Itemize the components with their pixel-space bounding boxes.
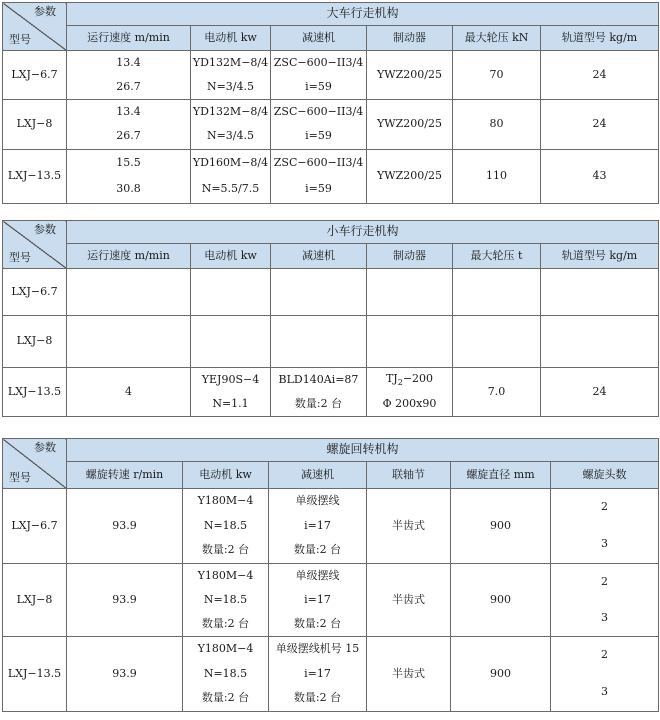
speed-cell: 93.9 bbox=[67, 637, 183, 712]
heads-value: 3 bbox=[601, 610, 609, 624]
rail-cell: 24 bbox=[541, 100, 659, 150]
model-cell: LXJ−13.5 bbox=[3, 150, 67, 204]
table-row bbox=[3, 51, 659, 100]
crane-travel-table bbox=[2, 2, 659, 204]
empty-cell bbox=[541, 269, 659, 316]
motor-cell bbox=[191, 100, 271, 150]
corner-param-label: 参数 bbox=[34, 223, 56, 236]
reducer-quantity: 数量:2 台 bbox=[293, 691, 342, 705]
motor-cell bbox=[191, 51, 271, 100]
reducer-model: ZSC−600−II3/4 bbox=[273, 104, 364, 118]
reducer-ratio: i=17 bbox=[304, 518, 331, 532]
wheel-load-cell: 70 bbox=[453, 51, 541, 100]
motor-quantity: 数量:2 台 bbox=[201, 616, 250, 630]
reducer-cell bbox=[269, 489, 367, 564]
reducer-ratio: i=17 bbox=[304, 592, 331, 606]
speed-cell: 93.9 bbox=[67, 564, 183, 637]
speed-value: 15.5 bbox=[116, 155, 141, 169]
heads-value: 2 bbox=[601, 500, 609, 514]
model-cell: LXJ−8 bbox=[3, 564, 67, 637]
heads-value: 2 bbox=[601, 574, 609, 588]
table-title: 大车行走机构 bbox=[67, 3, 659, 26]
wheel-load-cell: 80 bbox=[453, 100, 541, 150]
model-cell: LXJ−13.5 bbox=[3, 637, 67, 712]
reducer-ratio: i=17 bbox=[304, 666, 331, 680]
table-row bbox=[3, 637, 659, 712]
rail-cell: 24 bbox=[541, 51, 659, 100]
corner-model-label: 型号 bbox=[9, 471, 31, 485]
trolley-travel-table bbox=[2, 220, 659, 417]
empty-cell bbox=[271, 269, 367, 316]
speed-cell: 93.9 bbox=[67, 489, 183, 564]
header-corner bbox=[3, 3, 67, 51]
column-header: 电动机 kw bbox=[191, 244, 271, 269]
table-row bbox=[3, 316, 659, 368]
speed-cell bbox=[67, 150, 191, 204]
column-header: 联轴节 bbox=[367, 462, 451, 489]
motor-power: N=5.5/7.5 bbox=[201, 182, 260, 196]
motor-model: YEJ90S−4 bbox=[201, 372, 260, 386]
reducer-quantity: 数量:2 台 bbox=[293, 543, 342, 557]
motor-quantity: 数量:2 台 bbox=[201, 543, 250, 557]
reducer-cell bbox=[271, 51, 367, 100]
speed-cell: 4 bbox=[67, 368, 191, 417]
column-header: 螺旋转速 r/min bbox=[67, 462, 183, 489]
motor-cell bbox=[183, 564, 269, 637]
motor-power: N=3/4.5 bbox=[206, 129, 255, 143]
rail-cell: 43 bbox=[541, 150, 659, 204]
corner-param-label: 参数 bbox=[34, 441, 56, 454]
model-cell: LXJ−8 bbox=[3, 100, 67, 150]
brake-model-suffix: −200 bbox=[402, 372, 434, 386]
column-header: 最大轮压 t bbox=[453, 244, 541, 269]
speed-cell bbox=[67, 100, 191, 150]
header-corner bbox=[3, 221, 67, 269]
empty-cell bbox=[367, 269, 453, 316]
rail-cell: 24 bbox=[541, 368, 659, 417]
diameter-cell: 900 bbox=[451, 489, 551, 564]
heads-cell bbox=[551, 637, 659, 712]
reducer-cell bbox=[271, 100, 367, 150]
heads-cell bbox=[551, 564, 659, 637]
model-cell: LXJ−13.5 bbox=[3, 368, 67, 417]
reducer-cell bbox=[271, 368, 367, 417]
motor-cell bbox=[183, 637, 269, 712]
table-row bbox=[3, 368, 659, 417]
table-row bbox=[3, 100, 659, 150]
model-cell: LXJ−6.7 bbox=[3, 269, 67, 316]
column-header: 螺旋直径 mm bbox=[451, 462, 551, 489]
motor-cell bbox=[183, 489, 269, 564]
header-corner bbox=[3, 439, 67, 489]
column-header: 运行速度 m/min bbox=[67, 26, 191, 51]
coupling-cell: 半齿式 bbox=[367, 637, 451, 712]
model-cell: LXJ−8 bbox=[3, 316, 67, 368]
motor-model: YD160M−8/4 bbox=[192, 155, 269, 169]
table-row bbox=[3, 489, 659, 564]
reducer-model: 单级摆线 bbox=[295, 494, 340, 507]
wheel-load-cell: 110 bbox=[453, 150, 541, 204]
heads-value: 2 bbox=[601, 648, 609, 662]
coupling-cell: 半齿式 bbox=[367, 564, 451, 637]
reducer-ratio: i=59 bbox=[305, 79, 332, 93]
reducer-model: ZSC−600−II3/4 bbox=[273, 55, 364, 69]
diameter-cell: 900 bbox=[451, 637, 551, 712]
column-header: 电动机 kw bbox=[191, 26, 271, 51]
brake-cell: YWZ200/25 bbox=[367, 150, 453, 204]
motor-power: N=3/4.5 bbox=[206, 79, 255, 93]
reducer-model: ZSC−600−II3/4 bbox=[273, 155, 364, 169]
motor-power: N=1.1 bbox=[212, 396, 249, 410]
column-header: 减速机 bbox=[271, 244, 367, 269]
brake-cell: YWZ200/25 bbox=[367, 51, 453, 100]
wheel-load-cell: 7.0 bbox=[453, 368, 541, 417]
heads-cell bbox=[551, 489, 659, 564]
column-header: 螺旋头数 bbox=[551, 462, 659, 489]
column-header: 运行速度 m/min bbox=[67, 244, 191, 269]
speed-value: 26.7 bbox=[116, 129, 141, 143]
corner-param-label: 参数 bbox=[34, 5, 56, 18]
column-header: 最大轮压 kN bbox=[453, 26, 541, 51]
motor-model: YD132M−8/4 bbox=[192, 55, 269, 69]
model-cell: LXJ−6.7 bbox=[3, 51, 67, 100]
motor-model: Y180M−4 bbox=[197, 642, 254, 655]
brake-model-subscript: 2 bbox=[397, 378, 403, 388]
reducer-model: 单级摆线机号 15 bbox=[275, 642, 360, 655]
motor-model: Y180M−4 bbox=[197, 568, 254, 582]
column-header: 制动器 bbox=[367, 244, 453, 269]
reducer-cell bbox=[269, 564, 367, 637]
empty-cell bbox=[453, 269, 541, 316]
coupling-cell: 半齿式 bbox=[367, 489, 451, 564]
table-title: 小车行走机构 bbox=[67, 221, 659, 244]
table-row bbox=[3, 150, 659, 204]
brake-size: Φ 200x90 bbox=[382, 397, 437, 411]
motor-power: N=18.5 bbox=[203, 666, 248, 680]
empty-cell bbox=[191, 316, 271, 368]
brake-model-prefix: TJ bbox=[385, 372, 398, 386]
column-header: 减速机 bbox=[271, 26, 367, 51]
diameter-cell: 900 bbox=[451, 564, 551, 637]
empty-cell bbox=[367, 316, 453, 368]
speed-value: 13.4 bbox=[116, 55, 141, 69]
table-row bbox=[3, 564, 659, 637]
brake-model bbox=[367, 373, 452, 387]
motor-power: N=18.5 bbox=[203, 592, 248, 606]
empty-cell bbox=[271, 316, 367, 368]
motor-model: YD132M−8/4 bbox=[192, 104, 269, 118]
reducer-ratio: i=59 bbox=[305, 182, 332, 196]
motor-power: N=18.5 bbox=[203, 518, 248, 532]
reducer-model: 单级摆线 bbox=[295, 568, 340, 582]
column-header: 减速机 bbox=[269, 462, 367, 489]
reducer-quantity: 数量:2 台 bbox=[294, 396, 343, 410]
heads-value: 3 bbox=[601, 685, 609, 699]
speed-value: 30.8 bbox=[116, 182, 141, 196]
speed-value: 13.4 bbox=[116, 104, 141, 118]
brake-cell bbox=[367, 368, 453, 417]
column-header: 轨道型号 kg/m bbox=[541, 244, 659, 269]
brake-cell: YWZ200/25 bbox=[367, 100, 453, 150]
corner-model-label: 型号 bbox=[9, 251, 31, 265]
motor-quantity: 数量:2 台 bbox=[201, 691, 250, 705]
reducer-cell bbox=[269, 637, 367, 712]
empty-cell bbox=[67, 316, 191, 368]
speed-value: 26.7 bbox=[116, 79, 141, 93]
speed-cell bbox=[67, 51, 191, 100]
table-title: 螺旋回转机构 bbox=[67, 439, 659, 462]
motor-model: Y180M−4 bbox=[197, 494, 254, 507]
column-header: 轨道型号 kg/m bbox=[541, 26, 659, 51]
corner-model-label: 型号 bbox=[9, 33, 31, 47]
reducer-ratio: i=59 bbox=[305, 129, 332, 143]
motor-cell bbox=[191, 368, 271, 417]
column-header: 制动器 bbox=[367, 26, 453, 51]
reducer-model: BLD140Ai=87 bbox=[278, 372, 359, 386]
empty-cell bbox=[453, 316, 541, 368]
screw-rotation-table bbox=[2, 438, 659, 712]
empty-cell bbox=[67, 269, 191, 316]
motor-cell bbox=[191, 150, 271, 204]
column-header: 电动机 kw bbox=[183, 462, 269, 489]
table-row bbox=[3, 269, 659, 316]
reducer-cell bbox=[271, 150, 367, 204]
reducer-quantity: 数量:2 台 bbox=[293, 616, 342, 630]
empty-cell bbox=[191, 269, 271, 316]
heads-value: 3 bbox=[601, 537, 609, 551]
empty-cell bbox=[541, 316, 659, 368]
model-cell: LXJ−6.7 bbox=[3, 489, 67, 564]
